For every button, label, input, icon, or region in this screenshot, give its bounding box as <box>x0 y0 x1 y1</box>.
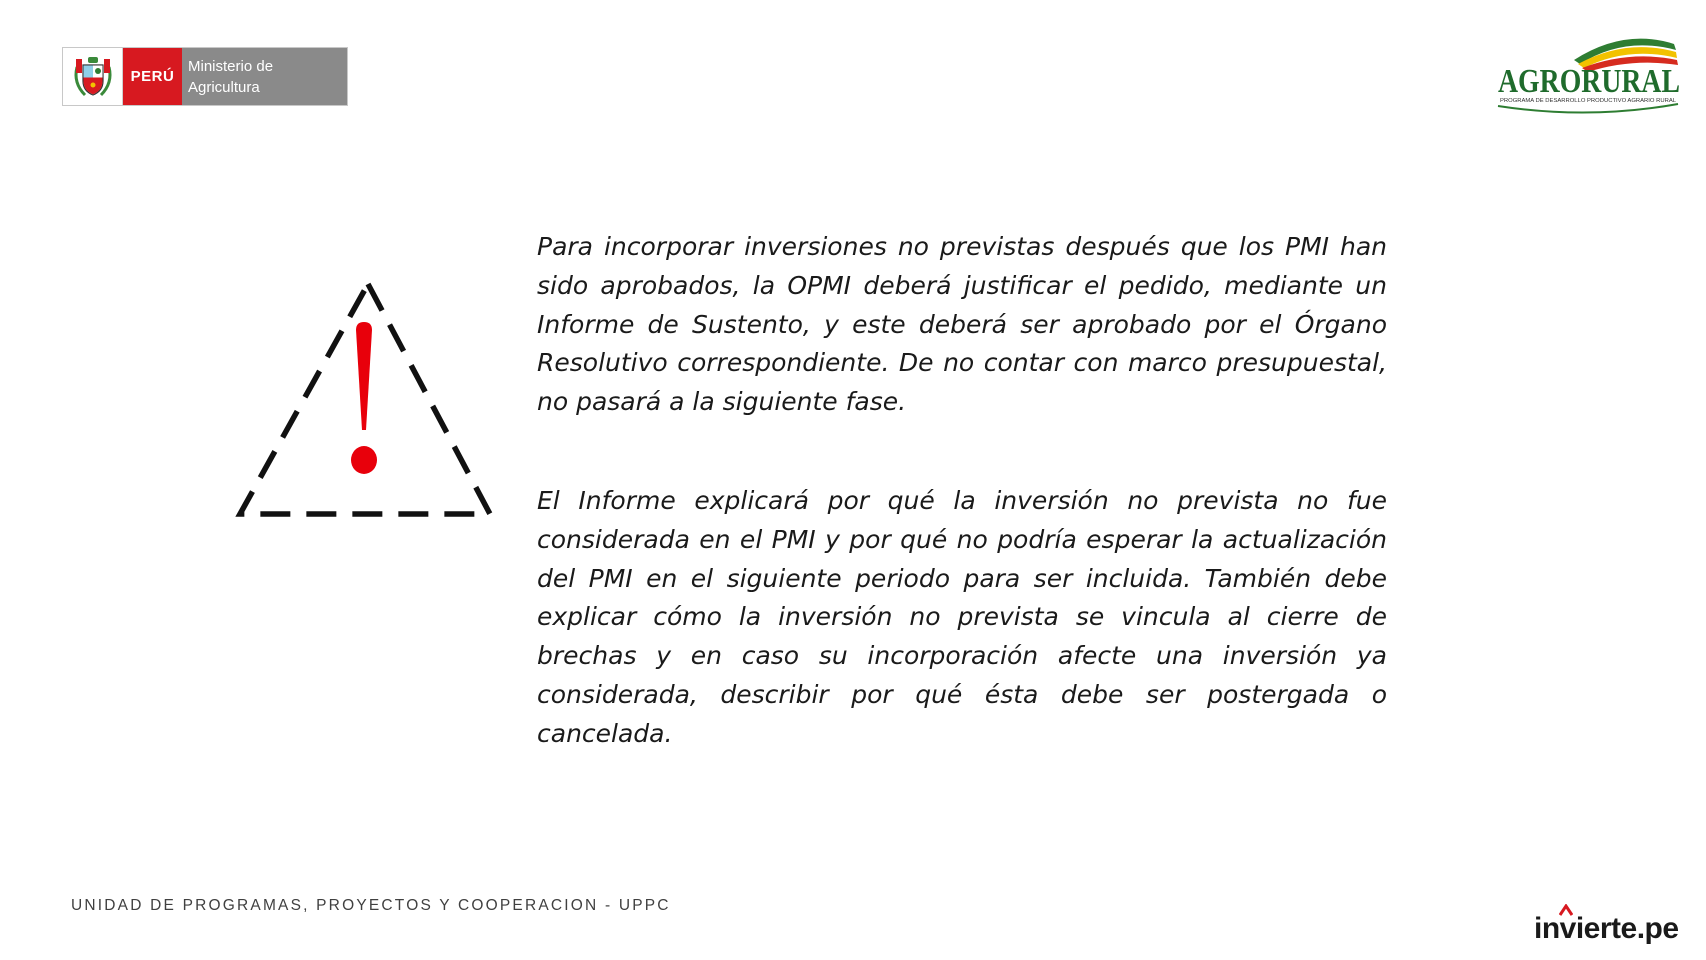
exclamation-dot <box>351 446 377 474</box>
footer-unit-label: UNIDAD DE PROGRAMAS, PROYECTOS Y COOPERACION - UPPC <box>71 897 671 914</box>
peru-coat-of-arms-icon <box>63 48 123 105</box>
peru-label: PERÚ <box>123 48 182 105</box>
invierte-pe-logo <box>1534 910 1684 954</box>
agrorural-logo <box>1494 30 1684 114</box>
paragraph-report-explanation: El Informe explicará por qué la inversión no prevista no fue considerada en el PMI y por qué no podría esperar la actualización del PMI en el siguiente periodo para ser incluida. También debe explicar cómo la inversión no prevista se vincula al cierre de brechas y en caso su incorporación afecte una inversión ya considerada, describir por qué ésta debe ser postergada o cancelada. <box>537 485 1387 748</box>
invierte-pe-text: invierte.pe <box>1534 912 1679 945</box>
warning-triangle-icon <box>232 276 504 522</box>
ministry-line1: Ministerio de <box>188 57 274 75</box>
ministry-name <box>182 48 347 105</box>
agrorural-swoosh <box>1498 104 1678 113</box>
minagri-logo <box>62 47 348 106</box>
agrorural-brand-text: AGRORURAL <box>1498 63 1680 100</box>
exclamation-bar <box>356 322 372 430</box>
ministry-line2: Agricultura <box>188 78 260 96</box>
paragraph-unforeseen-investments: Para incorporar inversiones no previstas después que los PMI han sido aprobados, la OPMI deberá justificar el pedido, mediante un Informe de Sustento, y este deberá ser aprobado por el Órgano Resolutivo correspondiente. De no contar con marco presupuestal, no pasará a la siguiente fase. <box>537 232 1387 417</box>
main-content <box>537 228 1387 754</box>
agrorural-tagline: PROGRAMA DE DESARROLLO PRODUCTIVO AGRARIO RURAL <box>1500 98 1677 104</box>
